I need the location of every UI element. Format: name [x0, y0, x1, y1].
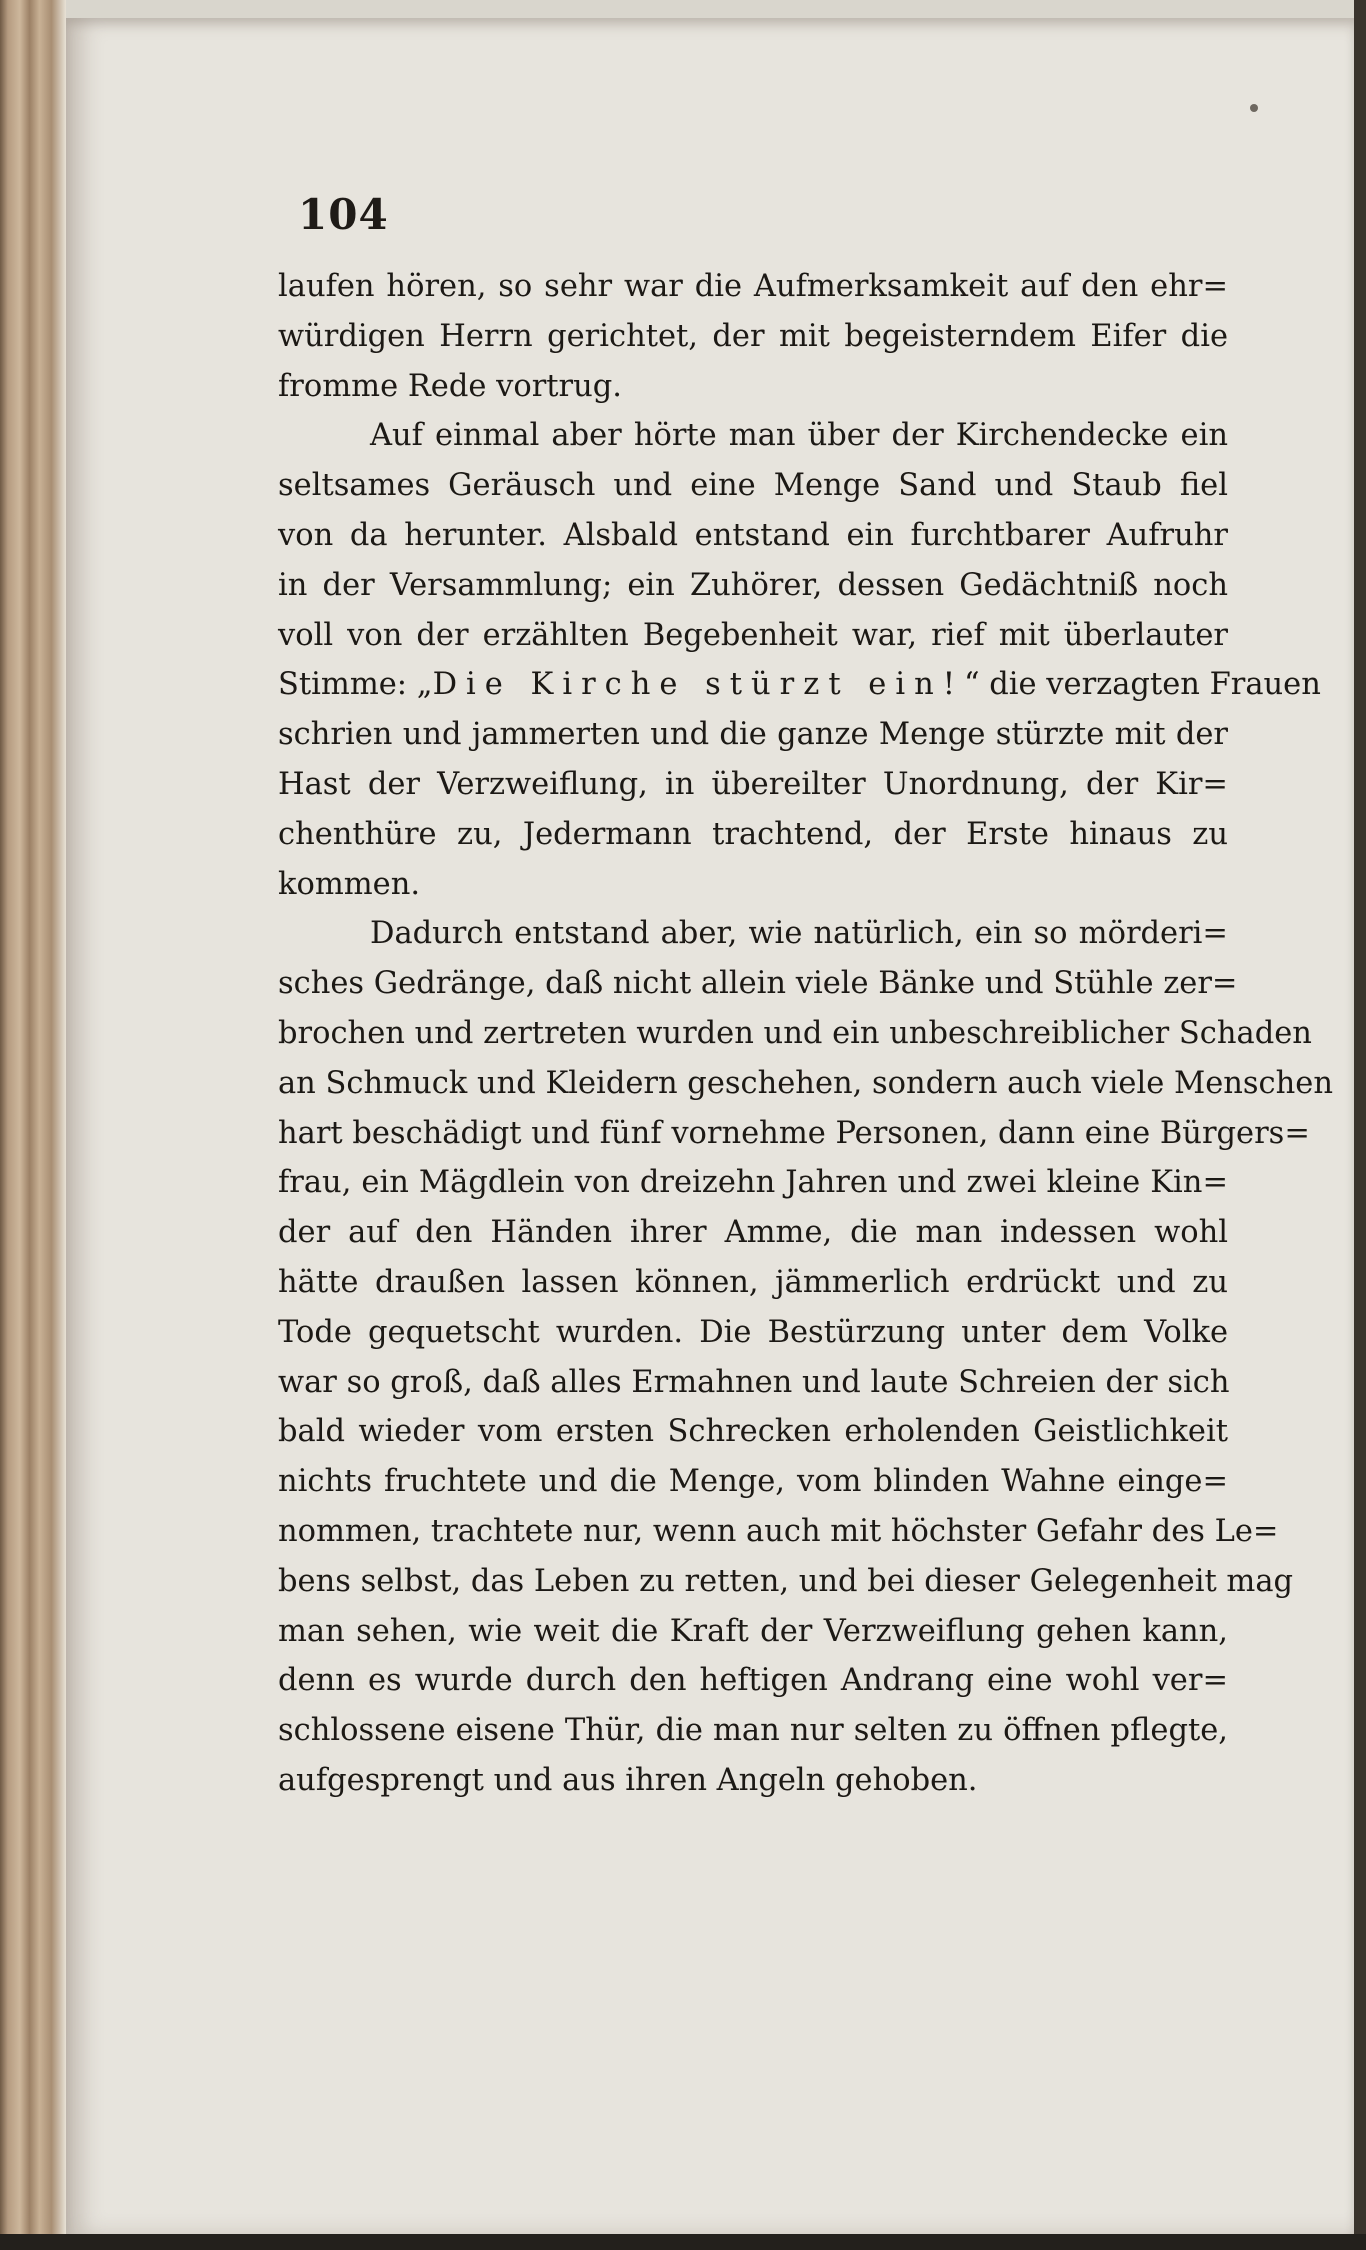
text-line: chenthüre zu, Jedermann trachtend, der Erste hinaus zu	[278, 816, 1228, 852]
text-line: war so groß, daß alles Ermahnen und laute Schreien der sich	[278, 1364, 1230, 1400]
text-line: voll von der erzählten Begebenheit war, rief mit überlauter	[278, 617, 1228, 653]
body-text	[278, 262, 1333, 1806]
text-line: fromme Rede vortrug.	[278, 368, 622, 404]
text-line: schrien und jammerten und die ganze Menge stürzte mit der	[278, 717, 1228, 753]
text-line: hätte draußen lassen können, jämmerlich erdrückt und zu	[278, 1264, 1228, 1300]
text-line: bald wieder vom ersten Schrecken erholenden Geistlichkeit	[278, 1414, 1228, 1450]
text-line: Auf einmal aber hörte man über der Kirchendecke ein	[370, 418, 1228, 454]
text-line: frau, ein Mägdlein von dreizehn Jahren und zwei kleine Kin=	[278, 1165, 1228, 1201]
text-line: Tode gequetscht wurden. Die Bestürzung unter dem Volke	[278, 1314, 1228, 1350]
text-line: Dadurch entstand aber, wie natürlich, ein so mörderi=	[370, 916, 1228, 952]
text-line: denn es wurde durch den heftigen Andrang eine wohl ver=	[278, 1663, 1228, 1699]
text-line: hart beschädigt und fünf vornehme Personen, dann eine Bürgers=	[278, 1115, 1310, 1151]
text-line: aufgesprengt und aus ihren Angeln gehoben.	[278, 1762, 978, 1798]
text-line: laufen hören, so sehr war die Aufmerksamkeit auf den ehr=	[278, 269, 1228, 304]
page-number: 104	[298, 190, 389, 239]
text-line: schlossene eisene Thür, die man nur selten zu öffnen pflegte,	[278, 1713, 1228, 1749]
right-shadow	[1354, 0, 1366, 2250]
book-spine-edge	[0, 0, 66, 2250]
ink-speck	[1250, 104, 1258, 112]
quote-prefix: Stimme: „	[278, 667, 433, 703]
text-line: nichts fruchtete und die Menge, vom blinden Wahne einge=	[278, 1464, 1228, 1500]
text-line: sches Gedränge, daß nicht allein viele Bänke und Stühle zer=	[278, 966, 1238, 1002]
bottom-shadow	[0, 2234, 1366, 2250]
quote-suffix: “	[963, 667, 980, 703]
text-line: von da herunter. Alsbald entstand ein furchtbarer Aufruhr	[278, 517, 1228, 553]
text-line: der auf den Händen ihrer Amme, die man indessen wohl	[278, 1215, 1228, 1251]
text-line: in der Versammlung; ein Zuhörer, dessen Gedächtniß noch	[278, 567, 1228, 603]
text-line: kommen.	[278, 866, 421, 902]
text-line: Hast der Verzweiflung, in übereilter Unordnung, der Kir=	[278, 766, 1228, 802]
text-line: brochen und zertreten wurden und ein unbeschreiblicher Schaden	[278, 1015, 1312, 1051]
quote-spaced-text: Die Kirche stürzt ein!	[432, 667, 964, 703]
quote-rest: die verzagten Frauen	[989, 667, 1321, 703]
text-line: bens selbst, das Leben zu retten, und bei dieser Gelegenheit mag	[278, 1563, 1294, 1599]
text-line: seltsames Geräusch und eine Menge Sand und Staub fiel	[278, 468, 1228, 504]
text-line: würdigen Herrn gerichtet, der mit begeisterndem Eifer die	[278, 318, 1228, 354]
text-line: an Schmuck und Kleidern geschehen, sondern auch viele Menschen	[278, 1065, 1333, 1101]
text-line-quote	[278, 660, 1321, 710]
text-line: man sehen, wie weit die Kraft der Verzweiflung gehen kann,	[278, 1613, 1228, 1649]
text-line: nommen, trachtete nur, wenn auch mit höchster Gefahr des Le=	[278, 1513, 1279, 1549]
